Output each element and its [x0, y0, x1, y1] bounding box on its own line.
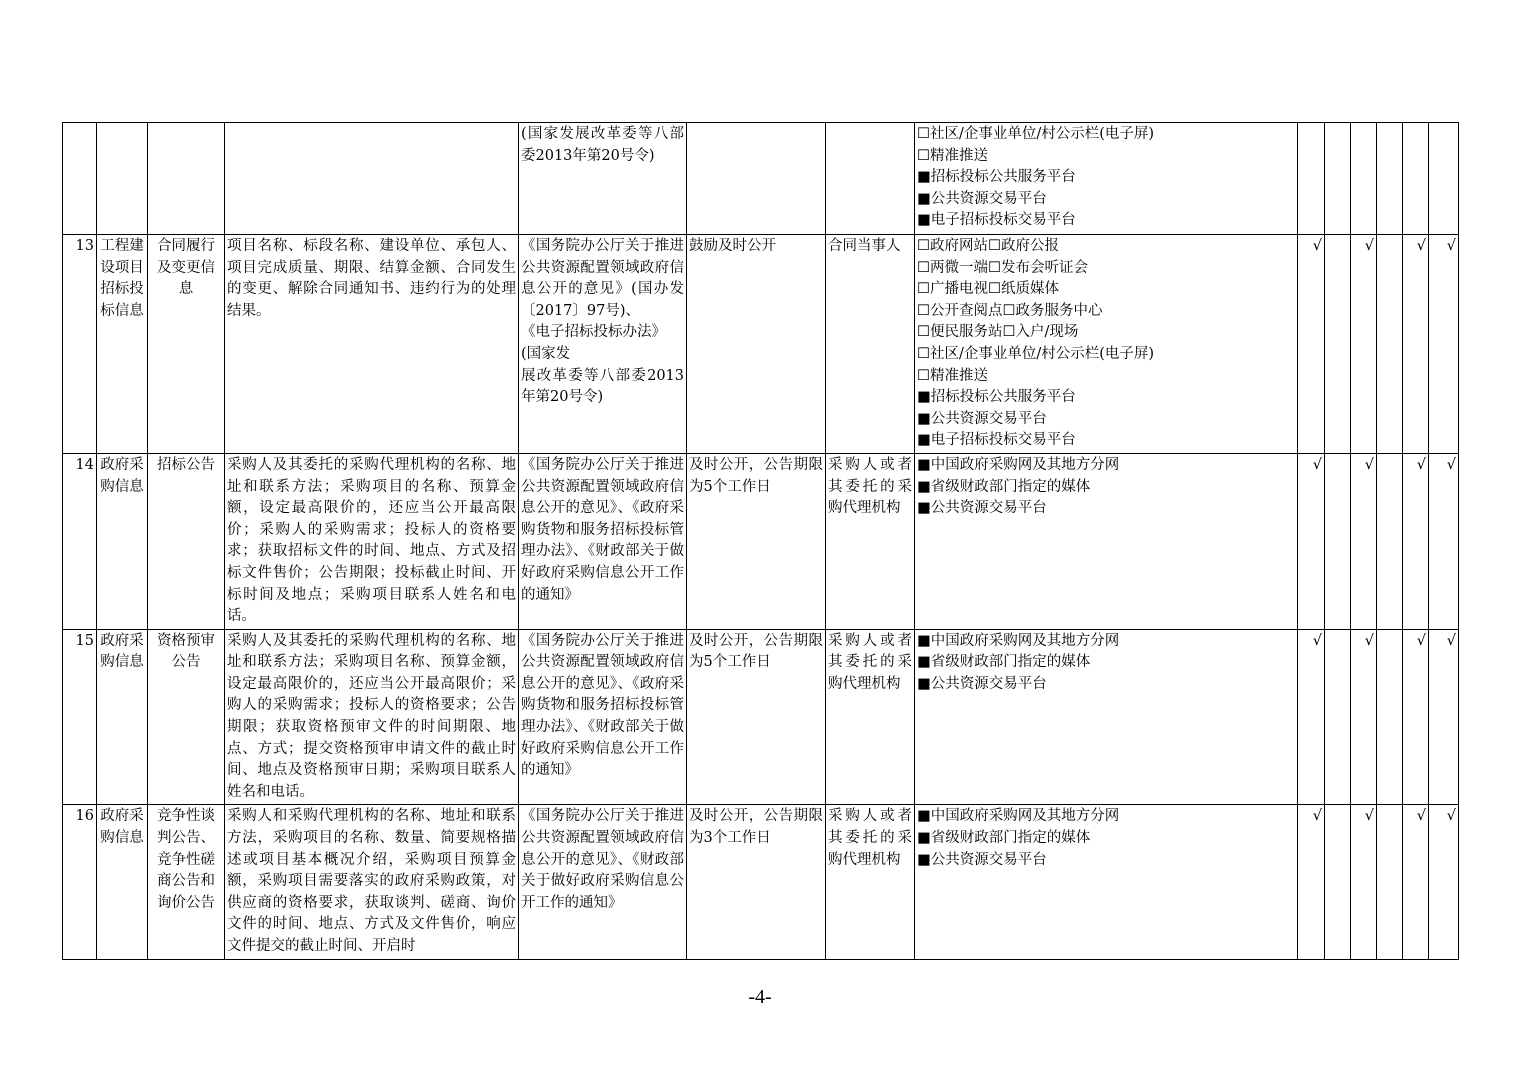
subject-cell: 采购人或者其委托的采购代理机构 [826, 453, 915, 629]
disclosure-table [62, 122, 1459, 960]
channel-item: ■中国政府采购网及其地方分网 [917, 632, 1120, 649]
category-cell: 政府采购信息 [97, 629, 148, 805]
content-cell: 采购人及其委托的采购代理机构的名称、地址和联系方法；采购项目的名称、预算金额，设定最高限价的，还应当公开最高限价；采购人的采购需求；投标人的资格要求；获取招标文件的时间、地点、方式及招标文件售价；公告期限；投标截止时间、开标时间及地点；采购项目联系人姓名和电话。 [225, 453, 519, 629]
checkmark-cell [1325, 629, 1351, 805]
channel-item: ☐精准推送 [917, 367, 988, 384]
table-row [63, 235, 1459, 454]
checkmark-cell [1325, 453, 1351, 629]
checkmark-cell: √ [1403, 629, 1429, 805]
time-cell: 及时公开，公告期限为5个工作日 [687, 629, 826, 805]
channel-item: ■公共资源交易平台 [917, 675, 1047, 692]
channel-item: ☐两微一端☐发布会听证会 [917, 259, 1088, 276]
checkmark-cell [1351, 123, 1377, 235]
checkmark-cell: √ [1351, 453, 1377, 629]
channels-cell [915, 629, 1298, 805]
category-cell [97, 123, 148, 235]
channels-cell [915, 123, 1298, 235]
channel-item: ■电子招标投标交易平台 [917, 212, 1076, 229]
checkmark-cell: √ [1403, 453, 1429, 629]
basis-cell: 《国务院办公厅关于推进公共资源配置领域政府信息公开的意见》、《政府采购货物和服务招标投标管理办法》、《财政部关于做好政府采购信息公开工作的通知》 [519, 453, 687, 629]
channel-item: ■电子招标投标交易平台 [917, 432, 1076, 449]
channel-item: ☐精准推送 [917, 147, 988, 164]
content-cell [225, 123, 519, 235]
checkmark-cell: √ [1429, 235, 1459, 454]
channels-cell [915, 805, 1298, 959]
checkmark-cell: √ [1351, 629, 1377, 805]
time-cell [687, 123, 826, 235]
item-cell: 资格预审公告 [148, 629, 225, 805]
content-cell: 采购人和采购代理机构的名称、地址和联系方法，采购项目的名称、数量、简要规格描述或项目基本概况介绍，采购项目预算金额，采购项目需要落实的政府采购政策，对供应商的资格要求，获取谈判、磋商、询价文件的时间、地点、方式及文件售价，响应文件提交的截止时间、开启时 [225, 805, 519, 959]
time-cell: 及时公开，公告期限为3个工作日 [687, 805, 826, 959]
checkmark-cell: √ [1351, 805, 1377, 959]
row-number: 14 [63, 453, 97, 629]
item-cell [148, 123, 225, 235]
row-number: 13 [63, 235, 97, 454]
table-row [63, 453, 1459, 629]
channel-item: ■公共资源交易平台 [917, 190, 1047, 207]
basis-cell: 《国务院办公厅关于推进公共资源配置领域政府信息公开的意见》(国办发〔2017〕97号)、 《电子招标投标办法》 (国家发 展改革委等八部委2013年第20号令) [519, 235, 687, 454]
category-cell: 政府采购信息 [97, 453, 148, 629]
channel-item: ☐政府网站☐政府公报 [917, 238, 1059, 254]
channels-cell [915, 453, 1298, 629]
row-number: 15 [63, 629, 97, 805]
channel-item: ■省级财政部门指定的媒体 [917, 654, 1091, 671]
channel-item: ☐广播电视☐纸质媒体 [917, 281, 1059, 298]
time-cell: 及时公开，公告期限为5个工作日 [687, 453, 826, 629]
channel-item: ☐便民服务站☐入户/现场 [917, 324, 1079, 341]
subject-cell: 采购人或者其委托的采购代理机构 [826, 629, 915, 805]
checkmark-cell: √ [1429, 453, 1459, 629]
channel-item: ■招标投标公共服务平台 [917, 169, 1076, 186]
checkmark-cell: √ [1403, 805, 1429, 959]
checkmark-cell: √ [1429, 805, 1459, 959]
checkmark-cell [1377, 629, 1403, 805]
channel-item: ■中国政府采购网及其地方分网 [917, 456, 1120, 473]
channel-item: ■公共资源交易平台 [917, 410, 1047, 427]
checkmark-cell: √ [1403, 235, 1429, 454]
checkmark-cell [1325, 235, 1351, 454]
checkmark-cell [1403, 123, 1429, 235]
item-cell: 竞争性谈判公告、竞争性磋商公告和询价公告 [148, 805, 225, 959]
channel-item: ☐公开查阅点☐政务服务中心 [917, 302, 1103, 319]
subject-cell: 合同当事人 [826, 235, 915, 454]
channels-cell [915, 235, 1298, 454]
channel-item: ■招标投标公共服务平台 [917, 389, 1076, 406]
item-cell: 合同履行及变更信息 [148, 235, 225, 454]
category-cell: 政府采购信息 [97, 805, 148, 959]
checkmark-cell [1377, 805, 1403, 959]
checkmark-cell [1325, 805, 1351, 959]
checkmark-cell: √ [1351, 235, 1377, 454]
channel-item: ■公共资源交易平台 [917, 851, 1047, 868]
subject-cell [826, 123, 915, 235]
checkmark-cell [1429, 123, 1459, 235]
subject-cell: 采购人或者其委托的采购代理机构 [826, 805, 915, 959]
time-cell: 鼓励及时公开 [687, 235, 826, 454]
page-number: -4- [748, 986, 772, 1008]
checkmark-cell [1298, 123, 1325, 235]
basis-cell: 《国务院办公厅关于推进公共资源配置领域政府信息公开的意见》、《政府采购货物和服务招标投标管理办法》、《财政部关于做好政府采购信息公开工作的通知》 [519, 629, 687, 805]
channel-item: ■中国政府采购网及其地方分网 [917, 808, 1120, 825]
basis-cell: 《国务院办公厅关于推进公共资源配置领域政府信息公开的意见》、《财政部关于做好政府采购信息公开工作的通知》 [519, 805, 687, 959]
checkmark-cell: √ [1298, 629, 1325, 805]
checkmark-cell [1325, 123, 1351, 235]
row-number: 16 [63, 805, 97, 959]
basis-cell: (国家发展改革委等八部委2013年第20号令) [519, 123, 687, 235]
category-cell: 工程建设项目招标投标信息 [97, 235, 148, 454]
channel-item: ☐社区/企事业单位/村公示栏(电子屏) [917, 126, 1155, 142]
content-cell: 采购人及其委托的采购代理机构的名称、地址和联系方法；采购项目名称、预算金额，设定最高限价的，还应当公开最高限价；采购人的采购需求；投标人的资格要求；公告期限；获取资格预审文件的时间期限、地点、方式；提交资格预审申请文件的截止时间、地点及资格预审日期；采购项目联系人姓名和电话。 [225, 629, 519, 805]
channel-item: ■省级财政部门指定的媒体 [917, 478, 1091, 495]
item-cell: 招标公告 [148, 453, 225, 629]
checkmark-cell [1377, 235, 1403, 454]
checkmark-cell: √ [1298, 235, 1325, 454]
channel-item: ☐社区/企事业单位/村公示栏(电子屏) [917, 345, 1155, 362]
content-cell: 项目名称、标段名称、建设单位、承包人、项目完成质量、期限、结算金额、合同发生的变更、解除合同通知书、违约行为的处理结果。 [225, 235, 519, 454]
table-row [63, 805, 1459, 959]
table-row [63, 629, 1459, 805]
checkmark-cell: √ [1298, 805, 1325, 959]
channel-item: ■公共资源交易平台 [917, 500, 1047, 517]
checkmark-cell: √ [1298, 453, 1325, 629]
channel-item: ■省级财政部门指定的媒体 [917, 830, 1091, 847]
checkmark-cell: √ [1429, 629, 1459, 805]
table-body [63, 123, 1459, 960]
row-number [63, 123, 97, 235]
table-row [63, 123, 1459, 235]
checkmark-cell [1377, 453, 1403, 629]
checkmark-cell [1377, 123, 1403, 235]
